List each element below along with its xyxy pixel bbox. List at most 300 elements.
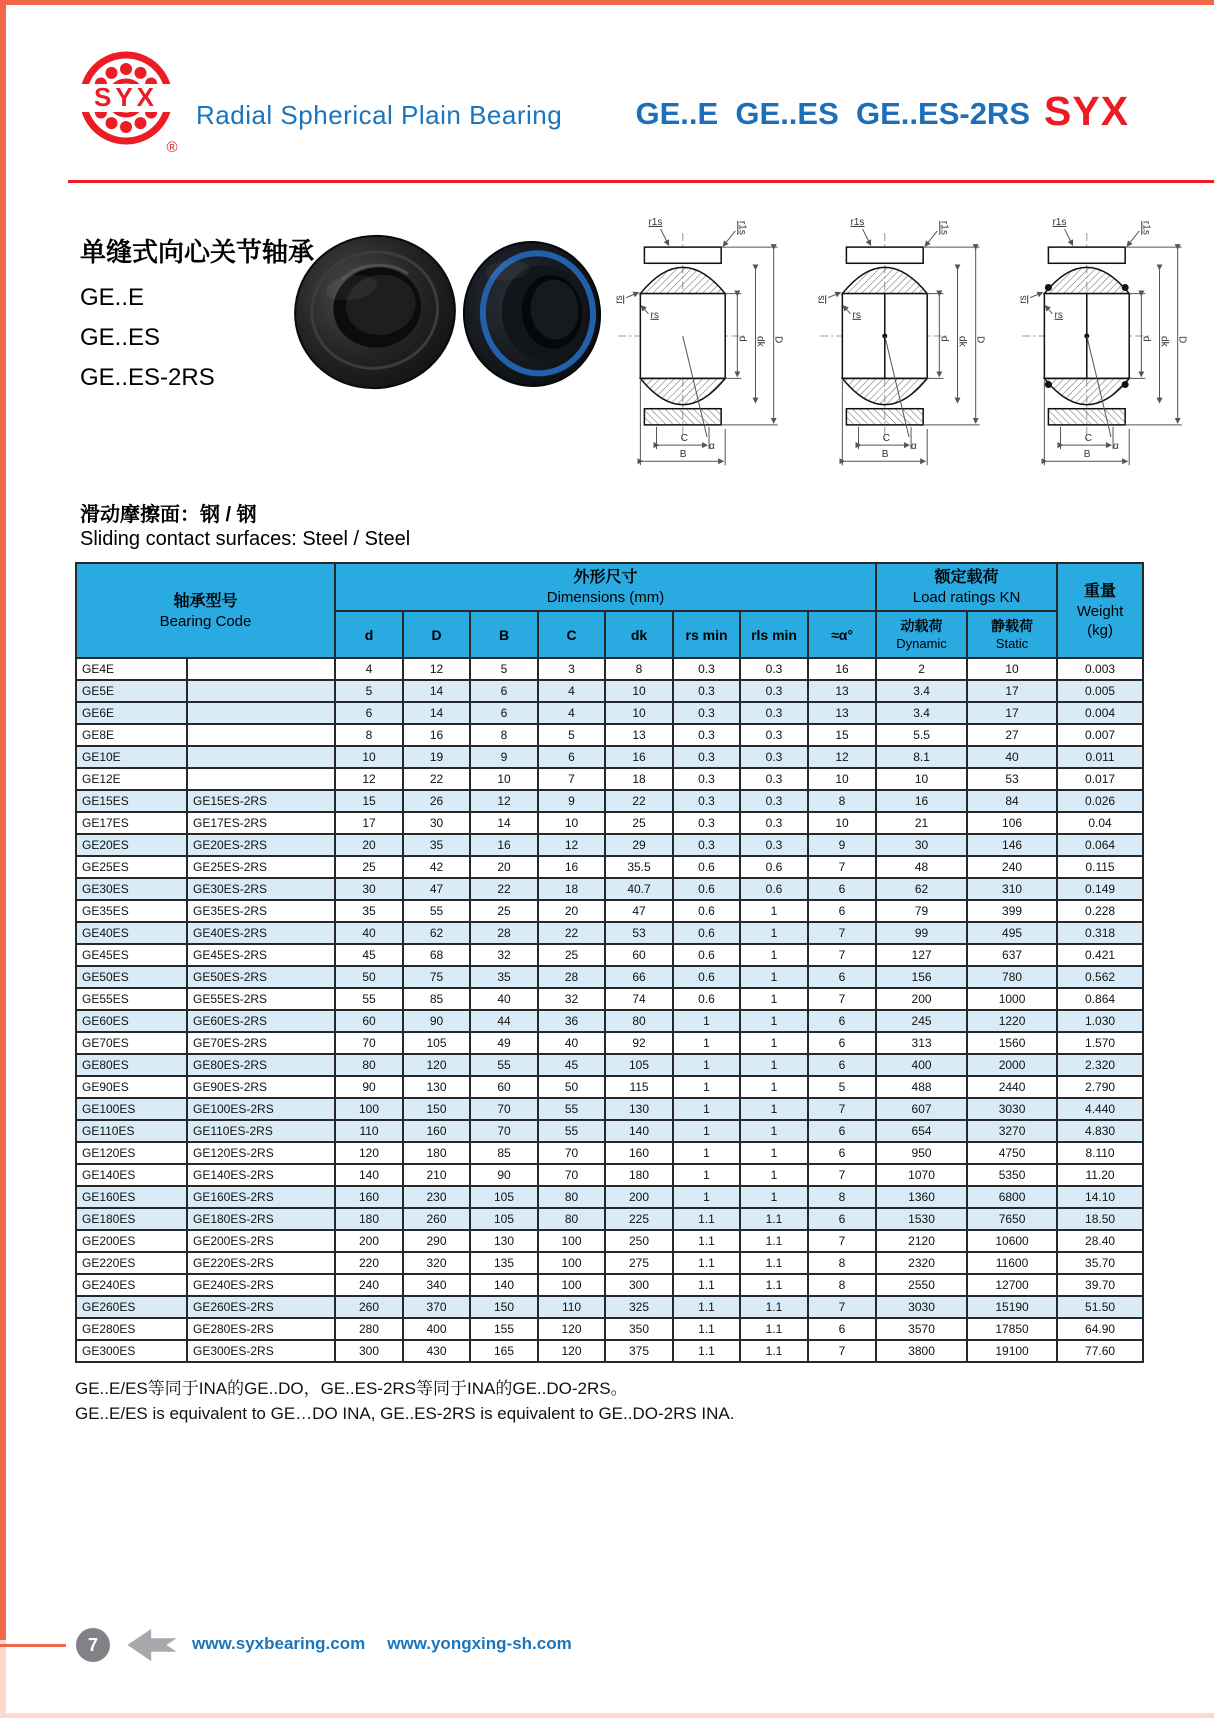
outer-ring-bottom <box>1048 409 1125 425</box>
table-row <box>76 1032 1143 1054</box>
value-cell: 210 <box>403 1164 470 1186</box>
value-cell: 100 <box>538 1252 605 1274</box>
bearing-table-wrap <box>75 562 1144 1363</box>
table-row <box>76 658 1143 680</box>
value-cell: 1.1 <box>673 1252 740 1274</box>
table-row <box>76 1054 1143 1076</box>
value-cell: 3030 <box>876 1296 967 1318</box>
value-cell: 2.790 <box>1057 1076 1143 1098</box>
table-row <box>76 1296 1143 1318</box>
bearing-code: GE100ES <box>76 1098 187 1120</box>
value-cell: 0.6 <box>673 922 740 944</box>
value-cell: 1 <box>673 1054 740 1076</box>
value-cell: 14 <box>403 702 470 724</box>
dim-r1s-right: r1s <box>938 220 950 235</box>
value-cell: 0.6 <box>673 878 740 900</box>
value-cell: 4 <box>538 702 605 724</box>
table-row <box>76 1142 1143 1164</box>
value-cell: 0.3 <box>740 702 808 724</box>
value-cell: 0.6 <box>673 966 740 988</box>
value-cell: 654 <box>876 1120 967 1142</box>
table-body <box>76 658 1143 1362</box>
bearing-code: GE17ES <box>76 812 187 834</box>
value-cell: 240 <box>335 1274 403 1296</box>
value-cell: 225 <box>605 1208 673 1230</box>
product-title-cn: 单缝式向心关节轴承 <box>80 237 315 267</box>
back-arrow-icon <box>124 1624 180 1666</box>
value-cell: 80 <box>605 1010 673 1032</box>
value-cell: 1 <box>740 1054 808 1076</box>
page-border-left-lower <box>0 1640 6 1718</box>
bearing-code: GE30ES <box>76 878 187 900</box>
value-cell: 30 <box>335 878 403 900</box>
value-cell: 1 <box>740 988 808 1010</box>
sphere-section-top <box>1044 267 1129 293</box>
col-static: 静载荷 Static <box>967 611 1057 658</box>
value-cell: 1.1 <box>673 1296 740 1318</box>
value-cell: 7 <box>808 1340 876 1362</box>
value-cell: 120 <box>538 1318 605 1340</box>
bearing-code-2rs: GE140ES-2RS <box>187 1164 335 1186</box>
dim-B: B <box>881 449 889 461</box>
value-cell: 399 <box>967 900 1057 922</box>
value-cell: 13 <box>808 702 876 724</box>
table-row <box>76 988 1143 1010</box>
value-cell: 1 <box>673 1120 740 1142</box>
value-cell: 165 <box>470 1340 538 1362</box>
value-cell: 1.1 <box>673 1208 740 1230</box>
value-cell: 85 <box>470 1142 538 1164</box>
model-ge-es-2rs: GE..ES-2RS <box>80 364 215 391</box>
dim-B: B <box>679 449 687 461</box>
bearing-code-2rs <box>187 724 335 746</box>
value-cell: 39.70 <box>1057 1274 1143 1296</box>
dim-D: D <box>1176 336 1188 344</box>
value-cell: 55 <box>538 1120 605 1142</box>
value-cell: 0.3 <box>673 658 740 680</box>
value-cell: 28 <box>538 966 605 988</box>
value-cell: 92 <box>605 1032 673 1054</box>
value-cell: 18 <box>538 878 605 900</box>
value-cell: 0.6 <box>740 878 808 900</box>
table-row <box>76 1208 1143 1230</box>
value-cell: 0.149 <box>1057 878 1143 900</box>
value-cell: 29 <box>605 834 673 856</box>
dim-rs-lower: rs <box>1054 309 1063 321</box>
bearing-code-2rs: GE50ES-2RS <box>187 966 335 988</box>
value-cell: 1 <box>740 1164 808 1186</box>
value-cell: 90 <box>470 1164 538 1186</box>
bearing-code: GE45ES <box>76 944 187 966</box>
dim-C: C <box>1084 433 1093 445</box>
table-row <box>76 878 1143 900</box>
value-cell: 60 <box>470 1076 538 1098</box>
model-ge-e: GE..E <box>80 284 145 311</box>
table-row <box>76 1318 1143 1340</box>
value-cell: 1 <box>673 1186 740 1208</box>
value-cell: 160 <box>335 1186 403 1208</box>
value-cell: 150 <box>403 1098 470 1120</box>
value-cell: 53 <box>605 922 673 944</box>
bearing-code-2rs: GE60ES-2RS <box>187 1010 335 1032</box>
value-cell: 325 <box>605 1296 673 1318</box>
value-cell: 2550 <box>876 1274 967 1296</box>
value-cell: 1360 <box>876 1186 967 1208</box>
bearing-code: GE300ES <box>76 1340 187 1362</box>
dim-r1s-right: r1s <box>736 220 748 235</box>
value-cell: 14 <box>470 812 538 834</box>
value-cell: 7 <box>808 856 876 878</box>
value-cell: 1.1 <box>673 1274 740 1296</box>
value-cell: 10600 <box>967 1230 1057 1252</box>
value-cell: 200 <box>335 1230 403 1252</box>
value-cell: 275 <box>605 1252 673 1274</box>
value-cell: 30 <box>876 834 967 856</box>
value-cell: 0.6 <box>673 900 740 922</box>
value-cell: 90 <box>403 1010 470 1032</box>
value-cell: 1.030 <box>1057 1010 1143 1032</box>
value-cell: 75 <box>403 966 470 988</box>
value-cell: 99 <box>876 922 967 944</box>
header-weight: 重量 Weight (kg) <box>1057 563 1143 658</box>
value-cell: 1 <box>740 966 808 988</box>
bearing-code-2rs: GE45ES-2RS <box>187 944 335 966</box>
value-cell: 14 <box>403 680 470 702</box>
value-cell: 70 <box>470 1120 538 1142</box>
value-cell: 5.5 <box>876 724 967 746</box>
value-cell: 105 <box>470 1186 538 1208</box>
bearing-code: GE140ES <box>76 1164 187 1186</box>
value-cell: 0.3 <box>673 702 740 724</box>
value-cell: 4.440 <box>1057 1098 1143 1120</box>
value-cell: 0.6 <box>673 856 740 878</box>
value-cell: 9 <box>808 834 876 856</box>
table-row <box>76 1010 1143 1032</box>
value-cell: 3.4 <box>876 702 967 724</box>
value-cell: 74 <box>605 988 673 1010</box>
value-cell: 0.3 <box>740 680 808 702</box>
value-cell: 66 <box>605 966 673 988</box>
value-cell: 1 <box>740 1142 808 1164</box>
value-cell: 0.004 <box>1057 702 1143 724</box>
value-cell: 25 <box>335 856 403 878</box>
value-cell: 115 <box>605 1076 673 1098</box>
value-cell: 11.20 <box>1057 1164 1143 1186</box>
bearing-code-2rs: GE80ES-2RS <box>187 1054 335 1076</box>
value-cell: 14.10 <box>1057 1186 1143 1208</box>
value-cell: 150 <box>470 1296 538 1318</box>
value-cell: 140 <box>335 1164 403 1186</box>
bearing-code: GE220ES <box>76 1252 187 1274</box>
value-cell: 260 <box>403 1208 470 1230</box>
value-cell: 310 <box>967 878 1057 900</box>
value-cell: 6 <box>808 1032 876 1054</box>
value-cell: 350 <box>605 1318 673 1340</box>
value-cell: 28.40 <box>1057 1230 1143 1252</box>
bearing-code-2rs: GE20ES-2RS <box>187 834 335 856</box>
value-cell: 0.421 <box>1057 944 1143 966</box>
value-cell: 135 <box>470 1252 538 1274</box>
value-cell: 1.1 <box>740 1340 808 1362</box>
value-cell: 120 <box>403 1054 470 1076</box>
value-cell: 1 <box>740 1120 808 1142</box>
value-cell: 430 <box>403 1340 470 1362</box>
value-cell: 80 <box>335 1054 403 1076</box>
value-cell: 55 <box>470 1054 538 1076</box>
value-cell: 3.4 <box>876 680 967 702</box>
value-cell: 10 <box>967 658 1057 680</box>
value-cell: 35.5 <box>605 856 673 878</box>
value-cell: 1 <box>740 922 808 944</box>
dim-C: C <box>680 433 689 445</box>
bearing-code: GE160ES <box>76 1186 187 1208</box>
col-B: B <box>470 611 538 658</box>
dim-C: C <box>882 433 891 445</box>
value-cell: 36 <box>538 1010 605 1032</box>
value-cell: 28 <box>470 922 538 944</box>
value-cell: 1.570 <box>1057 1032 1143 1054</box>
value-cell: 0.007 <box>1057 724 1143 746</box>
value-cell: 8 <box>808 790 876 812</box>
value-cell: 42 <box>403 856 470 878</box>
value-cell: 2120 <box>876 1230 967 1252</box>
value-cell: 5 <box>538 724 605 746</box>
value-cell: 1 <box>740 1098 808 1120</box>
bearing-code: GE120ES <box>76 1142 187 1164</box>
brand-name: SYX <box>1044 88 1130 134</box>
value-cell: 100 <box>335 1098 403 1120</box>
value-cell: 25 <box>538 944 605 966</box>
value-cell: 240 <box>967 856 1057 878</box>
value-cell: 110 <box>335 1120 403 1142</box>
value-cell: 1.1 <box>740 1252 808 1274</box>
value-cell: 140 <box>605 1120 673 1142</box>
value-cell: 1 <box>673 1142 740 1164</box>
dim-d: d <box>1140 336 1152 342</box>
value-cell: 1000 <box>967 988 1057 1010</box>
value-cell: 0.017 <box>1057 768 1143 790</box>
bearing-code-2rs: GE25ES-2RS <box>187 856 335 878</box>
value-cell: 6 <box>808 1010 876 1032</box>
value-cell: 18 <box>605 768 673 790</box>
value-cell: 6 <box>808 1142 876 1164</box>
value-cell: 4.830 <box>1057 1120 1143 1142</box>
surface-label-cn: 滑动摩擦面：钢 / 钢 <box>80 504 257 526</box>
value-cell: 8 <box>808 1274 876 1296</box>
bearing-code-2rs: GE30ES-2RS <box>187 878 335 900</box>
value-cell: 130 <box>605 1098 673 1120</box>
bearing-code: GE25ES <box>76 856 187 878</box>
value-cell: 10 <box>605 680 673 702</box>
value-cell: 6800 <box>967 1186 1057 1208</box>
value-cell: 7 <box>808 1098 876 1120</box>
value-cell: 160 <box>403 1120 470 1142</box>
bearing-code: GE35ES <box>76 900 187 922</box>
value-cell: 220 <box>335 1252 403 1274</box>
value-cell: 0.3 <box>740 746 808 768</box>
surface-label-en: Sliding contact surfaces: Steel / Steel <box>80 528 411 550</box>
value-cell: 3570 <box>876 1318 967 1340</box>
dim-alpha: α <box>911 441 917 453</box>
value-cell: 130 <box>470 1230 538 1252</box>
bearing-code-2rs: GE200ES-2RS <box>187 1230 335 1252</box>
value-cell: 120 <box>335 1142 403 1164</box>
value-cell: 0.562 <box>1057 966 1143 988</box>
equivalence-note-cn: GE..E/ES等同于INA的GE..DO，GE..ES-2RS等同于INA的GE..DO-2RS。 <box>75 1379 628 1398</box>
value-cell: 950 <box>876 1142 967 1164</box>
value-cell: 17 <box>335 812 403 834</box>
value-cell: 0.3 <box>673 680 740 702</box>
value-cell: 21 <box>876 812 967 834</box>
value-cell: 245 <box>876 1010 967 1032</box>
website-link-yongxing[interactable]: www.yongxing-sh.com <box>387 1634 572 1653</box>
value-cell: 26 <box>403 790 470 812</box>
value-cell: 0.003 <box>1057 658 1143 680</box>
value-cell: 1 <box>740 1032 808 1054</box>
bearing-code: GE240ES <box>76 1274 187 1296</box>
value-cell: 3800 <box>876 1340 967 1362</box>
value-cell: 9 <box>538 790 605 812</box>
value-cell: 100 <box>538 1230 605 1252</box>
bearing-table <box>75 562 1144 1363</box>
value-cell: 12 <box>335 768 403 790</box>
value-cell: 35 <box>470 966 538 988</box>
value-cell: 0.3 <box>740 724 808 746</box>
bearing-code-2rs <box>187 746 335 768</box>
value-cell: 15190 <box>967 1296 1057 1318</box>
sphere-section-top <box>842 267 927 293</box>
value-cell: 20 <box>335 834 403 856</box>
series-title: GE..E GE..ES GE..ES-2RS <box>635 96 1030 131</box>
col-d: d <box>335 611 403 658</box>
value-cell: 1.1 <box>673 1318 740 1340</box>
bearing-code-2rs: GE160ES-2RS <box>187 1186 335 1208</box>
value-cell: 1 <box>740 944 808 966</box>
value-cell: 17850 <box>967 1318 1057 1340</box>
bearing-code: GE90ES <box>76 1076 187 1098</box>
dim-rs-lower: rs <box>650 309 659 321</box>
value-cell: 68 <box>403 944 470 966</box>
value-cell: 2440 <box>967 1076 1057 1098</box>
value-cell: 62 <box>403 922 470 944</box>
value-cell: 40.7 <box>605 878 673 900</box>
value-cell: 8.110 <box>1057 1142 1143 1164</box>
table-row <box>76 966 1143 988</box>
bearing-code: GE4E <box>76 658 187 680</box>
value-cell: 6 <box>808 1054 876 1076</box>
value-cell: 320 <box>403 1252 470 1274</box>
value-cell: 19 <box>403 746 470 768</box>
bearing-code: GE15ES <box>76 790 187 812</box>
page-number-badge: 7 <box>76 1628 110 1662</box>
value-cell: 13 <box>605 724 673 746</box>
bearing-code-2rs: GE220ES-2RS <box>187 1252 335 1274</box>
value-cell: 1.1 <box>740 1208 808 1230</box>
bearing-code: GE5E <box>76 680 187 702</box>
drawing-ge-e <box>604 198 806 474</box>
col-rls-min: rls min <box>740 611 808 658</box>
drawing-ge-es <box>806 198 1008 474</box>
value-cell: 290 <box>403 1230 470 1252</box>
table-row <box>76 702 1143 724</box>
col-dynamic: 动载荷 Dynamic <box>876 611 967 658</box>
table-row <box>76 1230 1143 1252</box>
value-cell: 146 <box>967 834 1057 856</box>
value-cell: 16 <box>808 658 876 680</box>
value-cell: 7 <box>538 768 605 790</box>
value-cell: 200 <box>876 988 967 1010</box>
bearing-code-2rs <box>187 702 335 724</box>
dim-d: d <box>736 336 748 342</box>
table-row <box>76 1340 1143 1362</box>
bearing-code: GE60ES <box>76 1010 187 1032</box>
value-cell: 6 <box>470 680 538 702</box>
value-cell: 7 <box>808 944 876 966</box>
value-cell: 180 <box>605 1164 673 1186</box>
bearing-code: GE280ES <box>76 1318 187 1340</box>
value-cell: 70 <box>335 1032 403 1054</box>
table-row <box>76 1186 1143 1208</box>
outer-ring-bottom <box>846 409 923 425</box>
bearing-code: GE260ES <box>76 1296 187 1318</box>
col-C: C <box>538 611 605 658</box>
value-cell: 250 <box>605 1230 673 1252</box>
value-cell: 62 <box>876 878 967 900</box>
bearing-code-2rs: GE280ES-2RS <box>187 1318 335 1340</box>
value-cell: 1 <box>740 1186 808 1208</box>
table-row <box>76 1274 1143 1296</box>
dim-B: B <box>1083 449 1091 461</box>
drawing-ge-es-2rs <box>1008 198 1210 474</box>
value-cell: 0.3 <box>740 658 808 680</box>
dim-r1s-left: r1s <box>1052 216 1067 228</box>
value-cell: 15 <box>808 724 876 746</box>
value-cell: 0.228 <box>1057 900 1143 922</box>
value-cell: 1220 <box>967 1010 1057 1032</box>
value-cell: 230 <box>403 1186 470 1208</box>
dim-d: d <box>938 336 950 342</box>
value-cell: 0.026 <box>1057 790 1143 812</box>
value-cell: 5 <box>808 1076 876 1098</box>
value-cell: 495 <box>967 922 1057 944</box>
value-cell: 105 <box>403 1032 470 1054</box>
value-cell: 15 <box>335 790 403 812</box>
footer-rule <box>0 1644 66 1647</box>
value-cell: 0.318 <box>1057 922 1143 944</box>
value-cell: 44 <box>470 1010 538 1032</box>
bearing-code-2rs: GE17ES-2RS <box>187 812 335 834</box>
value-cell: 6 <box>808 900 876 922</box>
value-cell: 105 <box>470 1208 538 1230</box>
value-cell: 35.70 <box>1057 1252 1143 1274</box>
value-cell: 1.1 <box>740 1318 808 1340</box>
sphere-section-top <box>640 267 725 293</box>
header-divider <box>68 180 1214 183</box>
value-cell: 400 <box>876 1054 967 1076</box>
value-cell: 340 <box>403 1274 470 1296</box>
value-cell: 4750 <box>967 1142 1057 1164</box>
table-row <box>76 834 1143 856</box>
website-link-syxbearing[interactable]: www.syxbearing.com <box>192 1634 366 1653</box>
value-cell: 1 <box>740 1010 808 1032</box>
value-cell: 22 <box>605 790 673 812</box>
bearing-code: GE6E <box>76 702 187 724</box>
table-row <box>76 680 1143 702</box>
dim-D: D <box>974 336 986 344</box>
value-cell: 1 <box>740 1076 808 1098</box>
value-cell: 1.1 <box>740 1274 808 1296</box>
table-row <box>76 1076 1143 1098</box>
